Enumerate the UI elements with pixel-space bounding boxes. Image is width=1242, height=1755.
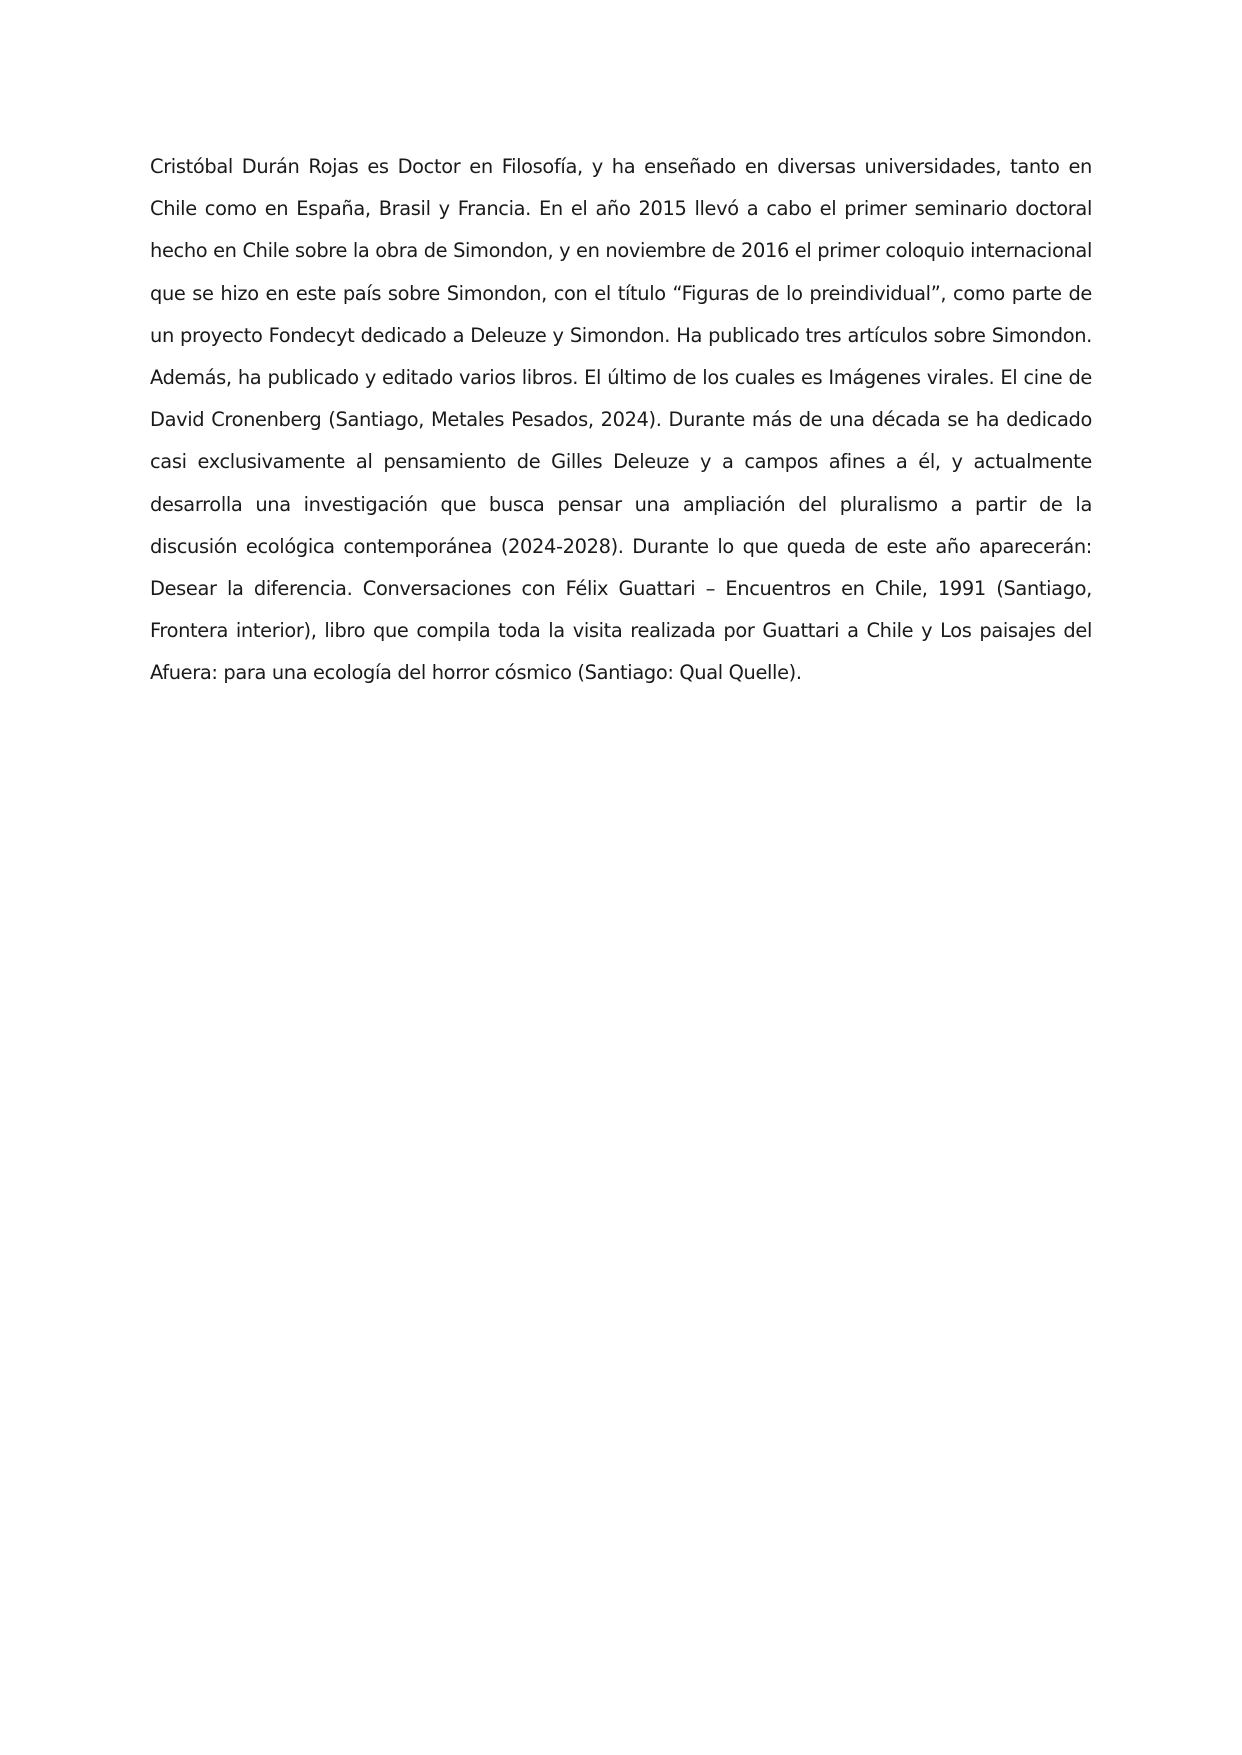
biography-paragraph: Cristóbal Durán Rojas es Doctor en Filosofía, y ha enseñado en diversas universidades, tanto en Chile como en España, Brasil y Francia. En el año 2015 llevó a cabo el primer seminario doctoral hecho en Chile sobre la obra de Simondon, y en noviembre de 2016 el primer coloquio internacional que se hizo en este país sobre Simondon, con el título “Figuras de lo preindividual”, como parte de un proyecto Fondecyt dedicado a Deleuze y Simondon. Ha publicado tres artículos sobre Simondon. Además, ha publicado y editado varios libros. El último de los cuales es Imágenes virales. El cine de David Cronenberg (Santiago, Metales Pesados, 2024). Durante más de una década se ha dedicado casi exclusivamente al pensamiento de Gilles Deleuze y a campos afines a él, y actualmente desarrolla una investigación que busca pensar una ampliación del pluralismo a partir de la discusión ecológica contemporánea (2024-2028). Durante lo que queda de este año aparecerán: Desear la diferencia. Conversaciones con Félix Guattari – Encuentros en Chile, 1991 (Santiago, Frontera interior), libro que compila toda la visita realizada por Guattari a Chile y Los paisajes del Afuera: para una ecología del horror cósmico (Santiago: Qual Quelle). [150,155,1092,685]
